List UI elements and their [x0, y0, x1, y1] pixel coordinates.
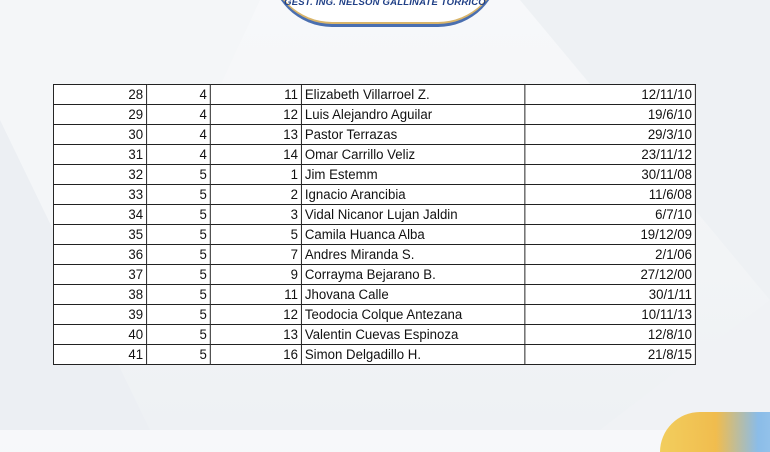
date-cell: 19/12/09 — [525, 225, 696, 245]
table-row — [53, 285, 695, 305]
row-number-cell: 28 — [53, 85, 146, 105]
row-number-cell: 38 — [53, 285, 146, 305]
name-cell: Ignacio Arancibia — [301, 185, 524, 205]
table-row — [53, 185, 695, 205]
date-cell: 23/11/12 — [525, 145, 696, 165]
group-cell: 5 — [147, 285, 211, 305]
group-cell: 5 — [147, 325, 211, 345]
sequence-cell: 3 — [210, 205, 301, 225]
group-cell: 4 — [147, 125, 211, 145]
sequence-cell: 13 — [210, 325, 301, 345]
date-cell: 10/11/13 — [525, 305, 696, 325]
row-number-cell: 34 — [53, 205, 146, 225]
row-number-cell: 39 — [53, 305, 146, 325]
date-cell: 27/12/00 — [525, 265, 696, 285]
sequence-cell: 11 — [210, 85, 301, 105]
row-number-cell: 35 — [53, 225, 146, 245]
name-cell: Luis Alejandro Aguilar — [301, 105, 524, 125]
table-row — [53, 145, 695, 165]
group-cell: 5 — [147, 205, 211, 225]
group-cell: 5 — [147, 265, 211, 285]
table-row — [53, 305, 695, 325]
name-cell: Valentin Cuevas Espinoza — [301, 325, 524, 345]
table-row — [53, 265, 695, 285]
row-number-cell: 36 — [53, 245, 146, 265]
table-row — [53, 345, 695, 365]
date-cell: 12/11/10 — [525, 85, 696, 105]
name-cell: Jhovana Calle — [301, 285, 524, 305]
sequence-cell: 5 — [210, 225, 301, 245]
sequence-cell: 14 — [210, 145, 301, 165]
date-cell: 11/6/08 — [525, 185, 696, 205]
date-cell: 21/8/15 — [525, 345, 696, 365]
row-number-cell: 40 — [53, 325, 146, 345]
date-cell: 19/6/10 — [525, 105, 696, 125]
name-cell: Andres Miranda S. — [301, 245, 524, 265]
row-number-cell: 29 — [53, 105, 146, 125]
group-cell: 4 — [147, 105, 211, 125]
header-caption: GEST. ING. NELSON GALLINATE TORRICO — [284, 0, 486, 8]
table-row — [53, 85, 695, 105]
table-row — [53, 205, 695, 225]
sequence-cell: 2 — [210, 185, 301, 205]
group-cell: 4 — [147, 145, 211, 165]
table-row — [53, 325, 695, 345]
name-cell: Vidal Nicanor Lujan Jaldin — [301, 205, 524, 225]
roster-table — [53, 84, 696, 365]
table-row — [53, 125, 695, 145]
row-number-cell: 37 — [53, 265, 146, 285]
table-row — [53, 225, 695, 245]
table-row — [53, 105, 695, 125]
date-cell: 30/1/11 — [525, 285, 696, 305]
date-cell: 29/3/10 — [525, 125, 696, 145]
date-cell: 30/11/08 — [525, 165, 696, 185]
name-cell: Teodocia Colque Antezana — [301, 305, 524, 325]
group-cell: 5 — [147, 245, 211, 265]
row-number-cell: 31 — [53, 145, 146, 165]
name-cell: Pastor Terrazas — [301, 125, 524, 145]
sequence-cell: 1 — [210, 165, 301, 185]
sequence-cell: 9 — [210, 265, 301, 285]
row-number-cell: 33 — [53, 185, 146, 205]
group-cell: 5 — [147, 185, 211, 205]
decorative-swoosh — [660, 412, 770, 452]
sequence-cell: 7 — [210, 245, 301, 265]
name-cell: Omar Carrillo Veliz — [301, 145, 524, 165]
name-cell: Corrayma Bejarano B. — [301, 265, 524, 285]
group-cell: 5 — [147, 345, 211, 365]
name-cell: Simon Delgadillo H. — [301, 345, 524, 365]
name-cell: Camila Huanca Alba — [301, 225, 524, 245]
sequence-cell: 12 — [210, 305, 301, 325]
sequence-cell: 16 — [210, 345, 301, 365]
row-number-cell: 32 — [53, 165, 146, 185]
sequence-cell: 13 — [210, 125, 301, 145]
date-cell: 6/7/10 — [525, 205, 696, 225]
row-number-cell: 30 — [53, 125, 146, 145]
group-cell: 5 — [147, 225, 211, 245]
group-cell: 5 — [147, 165, 211, 185]
name-cell: Elizabeth Villarroel Z. — [301, 85, 524, 105]
table-row — [53, 165, 695, 185]
table-row — [53, 245, 695, 265]
sequence-cell: 11 — [210, 285, 301, 305]
roster-table-body — [53, 85, 695, 365]
group-cell: 5 — [147, 305, 211, 325]
date-cell: 12/8/10 — [525, 325, 696, 345]
row-number-cell: 41 — [53, 345, 146, 365]
sequence-cell: 12 — [210, 105, 301, 125]
date-cell: 2/1/06 — [525, 245, 696, 265]
group-cell: 4 — [147, 85, 211, 105]
name-cell: Jim Estemm — [301, 165, 524, 185]
